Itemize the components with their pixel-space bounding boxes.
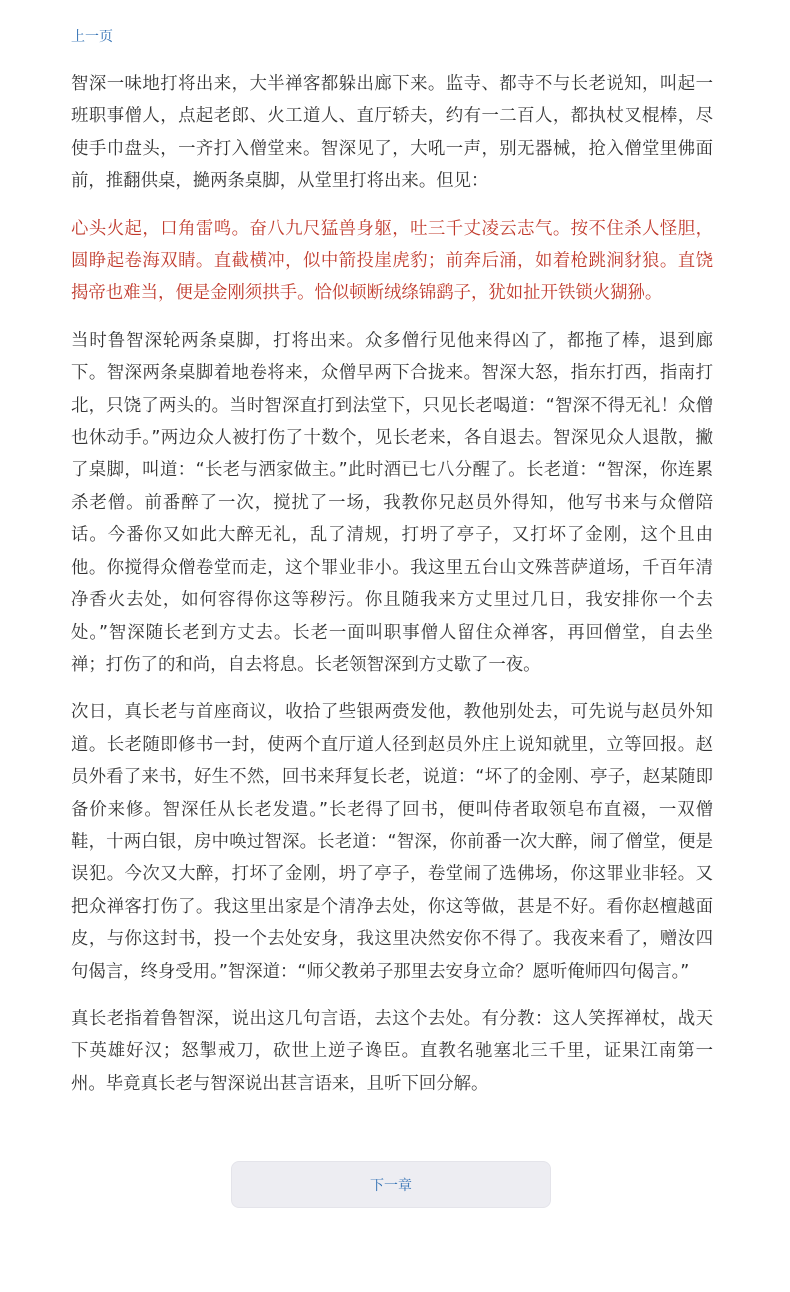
poem-paragraph: 心头火起，口角雷鸣。奋八九尺猛兽身躯，吐三千丈凌云志气。按不住杀人怪胆，圆睁起卷海双睛。直截横冲，似中箭投崖虎豹；前奔后涌，如着枪跳涧豺狼。直饶揭帝也难当，便是金刚须拱手。恰似顿断绒绦锦鹞子，犹如扯开铁锁火猢狲。 — [71, 218, 713, 304]
paragraph: 当时鲁智深轮两条桌脚，打将出来。众多僧行见他来得凶了，都拖了棒，退到廊下。智深两条桌脚着地卷将来，众僧早两下合拢来。智深大怒，指东打西，指南打北，只饶了两头的。当时智深直打到法堂下，只见长老喝道：“智深不得无礼！众僧也休动手。”两边众人被打伤了十数个，见长老来，各自退去。智深见众人退散，撇了桌脚，叫道：“长老与洒家做主。”此时酒已七八分醒了。长老道：“智深，你连累杀老僧。前番醉了一次，搅扰了一场，我教你兄赵员外得知，他写书来与众僧陪话。今番你又如此大醉无礼，乱了清规，打坍了亭子，又打坏了金刚，这个且由他。你搅得众僧卷堂而走，这个罪业非小。我这里五台山文殊菩萨道场，千百年清净香火去处，如何容得你这等秽污。你且随我来方丈里过几日，我安排你一个去处。”智深随长老到方丈去。长老一面叫职事僧人留住众禅客，再回僧堂，自去坐禅；打伤了的和尚，自去将息。长老领智深到方丈歇了一夜。 — [71, 330, 713, 675]
prev-page-link[interactable]: 上一页 — [71, 29, 113, 45]
next-chapter-label: 下一章 — [370, 1177, 412, 1194]
paragraph: 真长老指着鲁智深，说出这几句言语，去这个去处。有分教：这人笑挥禅杖，战天下英雄好汉；怒掣戒刀，砍世上逆子谗臣。直教名驰塞北三千里，证果江南第一州。毕竟真长老与智深说出甚言语来，且听下回分解。 — [71, 1008, 713, 1094]
paragraph: 次日，真长老与首座商议，收拾了些银两赍发他，教他别处去，可先说与赵员外知道。长老随即修书一封，使两个直厅道人径到赵员外庄上说知就里，立等回报。赵员外看了来书，好生不然，回书来拜复长老，说道：“坏了的金刚、亭子，赵某随即备价来修。智深任从长老发遣。”长老得了回书，便叫侍者取领皂布直裰，一双僧鞋，十两白银，房中唤过智深。长老道：“智深，你前番一次大醉，闹了僧堂，便是误犯。今次又大醉，打坏了金刚，坍了亭子，卷堂闹了选佛场，你这罪业非轻。又把众禅客打伤了。我这里出家是个清净去处，你这等做，甚是不好。看你赵檀越面皮，与你这封书，投一个去处安身，我这里决然安你不得了。我夜来看了，赠汝四句偈言，终身受用。”智深道：“师父教弟子那里去安身立命？愿听俺师四句偈言。” — [71, 702, 713, 982]
next-chapter-button[interactable] — [231, 1161, 551, 1208]
paragraph: 智深一味地打将出来，大半禅客都躲出廊下来。监寺、都寺不与长老说知，叫起一班职事僧人，点起老郎、火工道人、直厅轿夫，约有一二百人，都执杖叉棍棒，尽使手巾盘头，一齐打入僧堂来。智深见了，大吼一声，别无器械，抢入僧堂里佛面前，推翻供桌，撧两条桌脚，从堂里打将出来。但见： — [71, 74, 713, 192]
chapter-content — [71, 68, 713, 1115]
